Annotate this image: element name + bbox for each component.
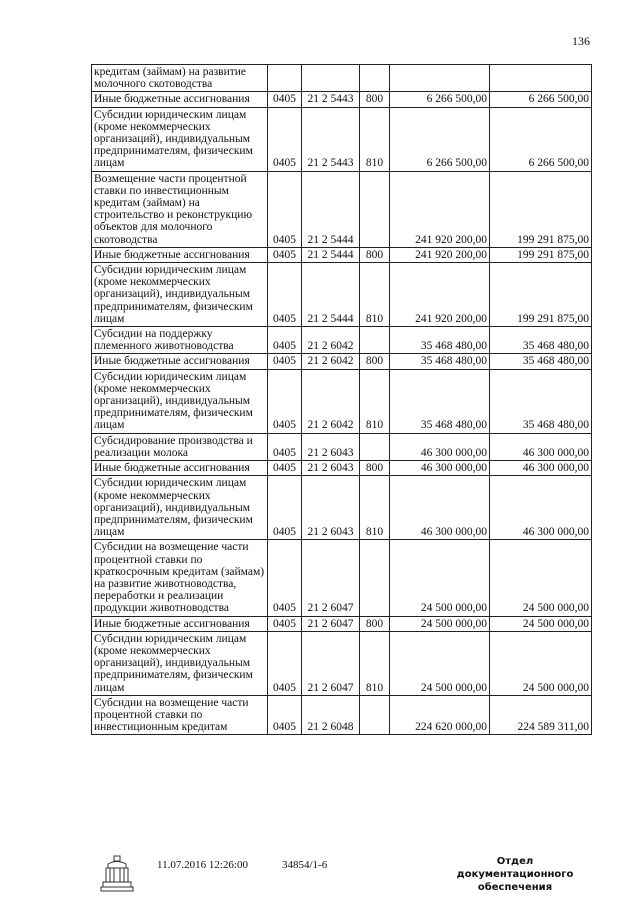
row-type-cell: 800 xyxy=(360,461,390,476)
row-type-cell xyxy=(360,540,390,616)
row-sum1-cell: 6 266 500,00 xyxy=(390,107,490,171)
table-row xyxy=(92,433,592,460)
row-sum2-cell: 46 300 000,00 xyxy=(490,433,592,460)
row-sum2-cell: 199 291 875,00 xyxy=(490,171,592,247)
row-sum2-cell xyxy=(490,65,592,92)
row-section-cell: 0405 xyxy=(268,327,302,354)
row-name-cell: кредитам (займам) на развитие молочного скотоводства xyxy=(92,65,268,92)
row-sum2-cell: 35 468 480,00 xyxy=(490,327,592,354)
row-article-cell: 21 2 6047 xyxy=(302,631,360,695)
row-type-cell: 810 xyxy=(360,263,390,327)
row-type-cell: 800 xyxy=(360,92,390,107)
row-sum2-cell: 46 300 000,00 xyxy=(490,461,592,476)
footer-department: Отдел документационного обеспечения xyxy=(456,856,574,893)
row-article-cell: 21 2 6042 xyxy=(302,354,360,369)
row-type-cell xyxy=(360,433,390,460)
table-row xyxy=(92,354,592,369)
row-sum1-cell: 46 300 000,00 xyxy=(390,476,490,540)
table-row xyxy=(92,616,592,631)
row-sum1-cell: 24 500 000,00 xyxy=(390,540,490,616)
table-row xyxy=(92,65,592,92)
row-section-cell: 0405 xyxy=(268,616,302,631)
row-sum2-cell: 199 291 875,00 xyxy=(490,263,592,327)
row-article-cell xyxy=(302,65,360,92)
row-name-cell: Субсидии юридическим лицам (кроме некоммерческих организаций), индивидуальным предпринимателям, физическим лицам xyxy=(92,476,268,540)
row-name-cell: Иные бюджетные ассигнования xyxy=(92,247,268,262)
row-article-cell: 21 2 5443 xyxy=(302,92,360,107)
row-name-cell: Субсидирование производства и реализации молока xyxy=(92,433,268,460)
table-row xyxy=(92,327,592,354)
row-section-cell: 0405 xyxy=(268,631,302,695)
row-article-cell: 21 2 6047 xyxy=(302,616,360,631)
row-sum2-cell: 24 500 000,00 xyxy=(490,540,592,616)
row-sum1-cell: 224 620 000,00 xyxy=(390,695,490,735)
footer xyxy=(0,856,640,896)
row-section-cell: 0405 xyxy=(268,695,302,735)
budget-table xyxy=(91,64,592,735)
row-sum1-cell: 35 468 480,00 xyxy=(390,354,490,369)
row-sum2-cell: 35 468 480,00 xyxy=(490,369,592,433)
seal-stamp-icon xyxy=(100,854,134,892)
row-section-cell: 0405 xyxy=(268,461,302,476)
row-article-cell: 21 2 6042 xyxy=(302,327,360,354)
row-sum1-cell: 241 920 200,00 xyxy=(390,263,490,327)
row-name-cell: Субсидии юридическим лицам (кроме некоммерческих организаций), индивидуальным предпринимателям, физическим лицам xyxy=(92,369,268,433)
row-type-cell xyxy=(360,327,390,354)
row-sum1-cell: 35 468 480,00 xyxy=(390,327,490,354)
row-name-cell: Субсидии на возмещение части процентной ставки по краткосрочным кредитам (займам) на развитие животноводства, переработки и реализации продукции животноводства xyxy=(92,540,268,616)
row-section-cell: 0405 xyxy=(268,354,302,369)
row-section-cell xyxy=(268,65,302,92)
row-section-cell: 0405 xyxy=(268,92,302,107)
row-sum2-cell: 24 500 000,00 xyxy=(490,631,592,695)
table-row xyxy=(92,247,592,262)
row-section-cell: 0405 xyxy=(268,171,302,247)
row-type-cell: 800 xyxy=(360,247,390,262)
table-row xyxy=(92,263,592,327)
row-section-cell: 0405 xyxy=(268,263,302,327)
row-article-cell: 21 2 6043 xyxy=(302,476,360,540)
row-type-cell: 800 xyxy=(360,616,390,631)
table-row xyxy=(92,461,592,476)
row-sum2-cell: 199 291 875,00 xyxy=(490,247,592,262)
row-type-cell xyxy=(360,171,390,247)
row-name-cell: Субсидии юридическим лицам (кроме некоммерческих организаций), индивидуальным предпринимателям, физическим лицам xyxy=(92,631,268,695)
row-sum1-cell: 46 300 000,00 xyxy=(390,461,490,476)
table-row xyxy=(92,631,592,695)
row-section-cell: 0405 xyxy=(268,369,302,433)
row-article-cell: 21 2 5444 xyxy=(302,263,360,327)
row-name-cell: Субсидии юридическим лицам (кроме некоммерческих организаций), индивидуальным предпринимателям, физическим лицам xyxy=(92,263,268,327)
row-article-cell: 21 2 6048 xyxy=(302,695,360,735)
row-sum2-cell: 224 589 311,00 xyxy=(490,695,592,735)
row-article-cell: 21 2 5444 xyxy=(302,247,360,262)
row-sum2-cell: 46 300 000,00 xyxy=(490,476,592,540)
row-section-cell: 0405 xyxy=(268,476,302,540)
row-section-cell: 0405 xyxy=(268,433,302,460)
row-sum1-cell: 24 500 000,00 xyxy=(390,631,490,695)
table-row xyxy=(92,695,592,735)
row-article-cell: 21 2 6042 xyxy=(302,369,360,433)
row-section-cell: 0405 xyxy=(268,247,302,262)
row-name-cell: Возмещение части процентной ставки по инвестиционным кредитам (займам) на строительство и реконструкцию объектов для молочного скотоводства xyxy=(92,171,268,247)
row-sum1-cell: 35 468 480,00 xyxy=(390,369,490,433)
footer-doc-id: 34854/1-6 xyxy=(282,859,328,871)
row-sum1-cell xyxy=(390,65,490,92)
row-sum1-cell: 241 920 200,00 xyxy=(390,171,490,247)
row-sum1-cell: 24 500 000,00 xyxy=(390,616,490,631)
row-sum1-cell: 241 920 200,00 xyxy=(390,247,490,262)
table-row xyxy=(92,92,592,107)
row-type-cell xyxy=(360,65,390,92)
row-name-cell: Иные бюджетные ассигнования xyxy=(92,461,268,476)
row-name-cell: Субсидии юридическим лицам (кроме некоммерческих организаций), индивидуальным предпринимателям, физическим лицам xyxy=(92,107,268,171)
row-type-cell: 800 xyxy=(360,354,390,369)
row-article-cell: 21 2 6043 xyxy=(302,433,360,460)
table-row xyxy=(92,369,592,433)
table-row xyxy=(92,171,592,247)
row-sum2-cell: 6 266 500,00 xyxy=(490,92,592,107)
row-article-cell: 21 2 6047 xyxy=(302,540,360,616)
row-sum1-cell: 6 266 500,00 xyxy=(390,92,490,107)
table-row xyxy=(92,107,592,171)
row-article-cell: 21 2 6043 xyxy=(302,461,360,476)
table-row xyxy=(92,476,592,540)
row-section-cell: 0405 xyxy=(268,107,302,171)
row-sum2-cell: 6 266 500,00 xyxy=(490,107,592,171)
row-article-cell: 21 2 5443 xyxy=(302,107,360,171)
row-name-cell: Иные бюджетные ассигнования xyxy=(92,92,268,107)
row-sum2-cell: 35 468 480,00 xyxy=(490,354,592,369)
row-name-cell: Иные бюджетные ассигнования xyxy=(92,354,268,369)
table-row xyxy=(92,540,592,616)
row-name-cell: Субсидии на возмещение части процентной ставки по инвестиционным кредитам xyxy=(92,695,268,735)
page-number: 136 xyxy=(572,34,590,48)
row-article-cell: 21 2 5444 xyxy=(302,171,360,247)
row-name-cell: Иные бюджетные ассигнования xyxy=(92,616,268,631)
row-type-cell: 810 xyxy=(360,107,390,171)
row-sum1-cell: 46 300 000,00 xyxy=(390,433,490,460)
row-type-cell: 810 xyxy=(360,476,390,540)
row-section-cell: 0405 xyxy=(268,540,302,616)
row-type-cell: 810 xyxy=(360,369,390,433)
row-name-cell: Субсидии на поддержку племенного животноводства xyxy=(92,327,268,354)
footer-timestamp: 11.07.2016 12:26:00 xyxy=(157,859,248,871)
row-type-cell xyxy=(360,695,390,735)
row-type-cell: 810 xyxy=(360,631,390,695)
row-sum2-cell: 24 500 000,00 xyxy=(490,616,592,631)
